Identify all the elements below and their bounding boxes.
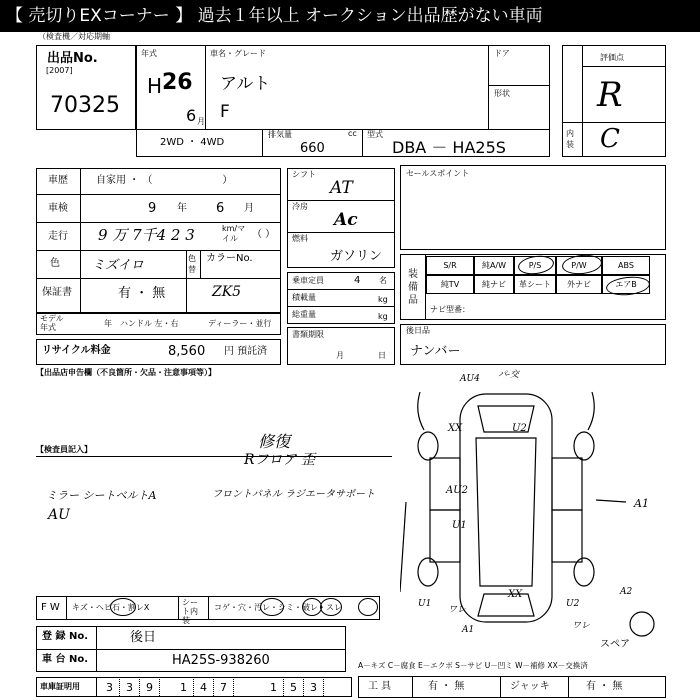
divider	[208, 596, 209, 620]
diagram-label: U1	[418, 599, 432, 609]
capacity-label: 乗車定員	[292, 276, 324, 285]
handle: ハンドル 左・右	[120, 319, 179, 328]
repaint-label: 色替	[188, 254, 196, 274]
inspection-year-unit: 年	[177, 203, 187, 214]
right-rear-door-outline	[552, 510, 582, 562]
divider	[287, 232, 395, 233]
left-rear-wheel-outline	[418, 558, 438, 586]
inspection-month: 6	[216, 201, 225, 216]
cc: 660	[300, 141, 325, 156]
divider	[488, 85, 550, 86]
cert-digit: 3	[100, 679, 120, 696]
jack-value: 有 ・ 無	[586, 681, 623, 692]
left-front-fender-outline	[418, 392, 424, 430]
load-label: 積載量	[292, 293, 316, 302]
tools-label: 工 具	[368, 681, 392, 692]
left-skirt-mark	[400, 502, 406, 592]
equipment-label: 装備品	[408, 269, 418, 306]
divider	[186, 250, 187, 313]
mileage-unit: km/マイル	[222, 224, 246, 243]
cert-digit: 1	[174, 679, 194, 696]
name-label: 車名・グレード	[210, 49, 266, 58]
cert-digit: 3	[120, 679, 140, 696]
diagram-label: ワレ	[448, 605, 467, 615]
chassis-label: 車 台 No.	[42, 654, 89, 665]
nav-label: ナビ型番：	[430, 305, 470, 314]
cc-label: 排気量	[268, 130, 292, 139]
declaration-label: 【出品店申告欄（不良箇所・欠品・注意事項等）】	[36, 368, 216, 377]
divider	[200, 250, 201, 278]
spare-tire-outline	[630, 612, 654, 636]
diagram-label: U2	[566, 599, 580, 609]
inspector-note-3: ミラー シートベルトA	[46, 489, 157, 502]
later-label: 後日品	[406, 326, 430, 335]
cert-digit: 3	[304, 679, 324, 696]
door-label: ドア	[494, 49, 510, 58]
history-value: 自家用 ・ （ ）	[96, 175, 233, 186]
fw-label: F W	[41, 602, 60, 613]
chassis-value: HA25S-938260	[172, 653, 270, 668]
divider	[178, 596, 179, 620]
divider	[488, 45, 489, 129]
rear-window-outline	[478, 594, 534, 616]
equipment-item: 純A/W	[474, 256, 514, 275]
diagram-label: ワレ	[572, 621, 591, 631]
cert-digit: 9	[140, 679, 160, 696]
banner: 【 売切りEXコーナー 】 過去１年以上 オークション出品歴がない車両	[0, 0, 700, 32]
equipment-item: 革シート	[514, 275, 556, 294]
seat-label: シート内装	[182, 598, 198, 625]
cert-label: 車庫証明用	[40, 682, 80, 691]
circle-mark	[110, 598, 136, 616]
doc-month-unit: 月	[336, 351, 344, 360]
interior-grade: C	[600, 124, 620, 154]
spare-label: スペア	[600, 639, 630, 650]
recycle-amount: 8,560	[168, 344, 206, 359]
shift-label: シフト	[292, 170, 316, 179]
cert-digit: 5	[284, 679, 304, 696]
divider	[36, 278, 281, 279]
shape-label: 形状	[494, 89, 510, 98]
warranty-code: ZK5	[212, 284, 242, 300]
lot-number: 70325	[50, 93, 120, 118]
diagram-label: A1	[634, 497, 649, 510]
grade-score: R	[597, 75, 623, 115]
diagram-label: AU2	[446, 485, 469, 496]
aircon-value: Ac	[334, 210, 358, 230]
divider	[262, 129, 263, 157]
car-diagram	[400, 372, 666, 648]
divider	[36, 456, 392, 457]
sales-point-label: セールスポイント	[406, 169, 470, 178]
divider	[80, 168, 81, 313]
left-rear-door-outline	[430, 510, 460, 562]
model-change-year-unit: 年	[104, 319, 112, 328]
equipment-item: 外ナビ	[556, 275, 602, 294]
capacity-value: 4	[354, 275, 361, 286]
car-name: アルト	[220, 74, 271, 94]
doc-day-unit: 日	[378, 351, 386, 360]
divider	[562, 122, 666, 123]
aircon-label: 冷房	[292, 202, 308, 211]
cert-digit: 4	[194, 679, 214, 696]
year-label: 年式	[141, 49, 157, 58]
circle-mark	[358, 598, 378, 616]
equipment-item: P/S	[514, 256, 556, 275]
inspection-label: 車検	[48, 203, 68, 214]
mileage-label: 走行	[48, 231, 68, 242]
warranty-label: 保証書	[42, 287, 72, 298]
check-items-2: コゲ・穴・汚レ・シミ・破レ・スレ	[214, 603, 342, 612]
weight-unit: kg	[378, 312, 388, 321]
doc-expiry-label: 書類期限	[292, 330, 324, 339]
equipment-item: P/W	[556, 256, 602, 275]
model-label: 型式	[367, 130, 383, 139]
fuel-value: ガソリン	[330, 249, 383, 264]
diagram-label: XX	[448, 423, 463, 434]
tools-value: 有 ・ 無	[428, 681, 465, 692]
divider	[287, 306, 395, 307]
color-label: 色	[50, 258, 60, 269]
cert-digit: 7	[214, 679, 234, 696]
right-rear-wheel-outline	[574, 558, 594, 586]
drive: 2WD ・ 4WD	[160, 137, 225, 148]
mileage-paren: （ ）	[252, 229, 276, 240]
later-value: ナンバー	[410, 344, 461, 359]
diagram-label: A1	[462, 625, 475, 635]
cut-header: （検査機／対応期軸	[38, 32, 110, 41]
pointer-line	[596, 500, 626, 502]
equipment-item: 純TV	[426, 275, 474, 294]
recycle-unit: 円 預託済	[224, 346, 268, 357]
diagram-label: U1	[452, 520, 467, 531]
inspector-note-4: フロントパネル ラジエータサポート	[212, 489, 375, 500]
inspector-note-1: 修復	[258, 432, 291, 451]
circle-mark	[260, 598, 284, 616]
divider	[205, 45, 206, 129]
left-front-wheel-outline	[418, 432, 438, 460]
divider	[500, 676, 501, 698]
equipment-item: 純ナビ	[474, 275, 514, 294]
mileage-value: 9 万 7千4 2 3	[98, 226, 195, 244]
diagram-label: AU4	[460, 374, 480, 384]
inspection-year: 9	[148, 201, 157, 216]
divider	[136, 129, 550, 130]
lot-year-code: [2007]	[46, 66, 73, 75]
inspector-label: 【検査員記入】	[36, 445, 92, 454]
year: 26	[162, 70, 193, 95]
divider	[568, 676, 569, 698]
divider	[287, 200, 395, 201]
right-front-fender-outline	[588, 392, 594, 430]
weight-label: 総重量	[292, 310, 316, 319]
equipment-item: ABS	[602, 256, 650, 275]
reg-value: 後日	[130, 630, 157, 645]
divider	[66, 596, 67, 620]
cc-unit: cc	[348, 129, 357, 138]
divider	[36, 194, 281, 195]
capacity-unit: 名	[379, 276, 387, 285]
inspection-month-unit: 月	[244, 203, 254, 214]
divider	[36, 250, 281, 251]
history-label: 車歴	[48, 175, 68, 186]
diagram-label: U2	[512, 423, 527, 434]
divider	[96, 677, 97, 697]
month-suffix: 月	[197, 117, 205, 126]
load-unit: kg	[378, 295, 388, 304]
divider	[287, 289, 395, 290]
diagram-label: A2	[620, 587, 633, 597]
legend: A－キズ C－腐食 E－エクボ S－サビ U－凹ミ W－補修 XX－交換済	[358, 661, 588, 670]
car-body-outline	[460, 394, 552, 622]
month: 6	[186, 106, 197, 125]
check-items-1: キズ・ヘビ石・割レX	[72, 603, 150, 612]
divider	[36, 649, 346, 650]
circle-mark	[320, 598, 342, 616]
recycle-label: リサイクル料金	[42, 345, 111, 356]
color-value: ミズイロ	[92, 258, 144, 273]
fuel-label: 燃料	[292, 234, 308, 243]
dealer: ディーラー・並行	[208, 319, 272, 328]
color-code-label: カラーNo.	[206, 253, 253, 264]
equipment-item: エアB	[602, 275, 650, 294]
diagram-label: XX	[508, 589, 523, 600]
roof-outline	[476, 438, 536, 586]
right-front-door-outline	[552, 458, 582, 510]
divider	[36, 222, 281, 223]
inspector-note-2: Rフロア 歪	[244, 452, 315, 468]
interior-label: 内装	[566, 129, 574, 149]
left-front-door-outline	[430, 458, 460, 510]
divider	[412, 676, 413, 698]
diagram-label: パ-交	[498, 370, 520, 380]
lot-label: 出品No.	[47, 51, 98, 66]
divider	[582, 66, 666, 67]
circle-mark	[302, 598, 322, 616]
model-change-label: モデル年式	[40, 314, 64, 332]
car-grade: F	[220, 102, 230, 122]
equipment-item: S/R	[426, 256, 474, 275]
divider	[96, 626, 97, 672]
cert-digit: 1	[264, 679, 284, 696]
warranty-value: 有 ・ 無	[118, 286, 166, 301]
shift-value: AT	[330, 178, 353, 198]
divider	[362, 129, 363, 157]
model: DBA － HA25S	[392, 138, 506, 157]
right-front-wheel-outline	[574, 432, 594, 460]
era: H	[147, 74, 163, 98]
inspector-note-5: AU	[48, 507, 70, 523]
grade-label: 評価点	[600, 53, 624, 62]
divider	[582, 45, 583, 157]
jack-label: ジャッキ	[510, 681, 550, 692]
reg-label: 登 録 No.	[42, 631, 89, 642]
